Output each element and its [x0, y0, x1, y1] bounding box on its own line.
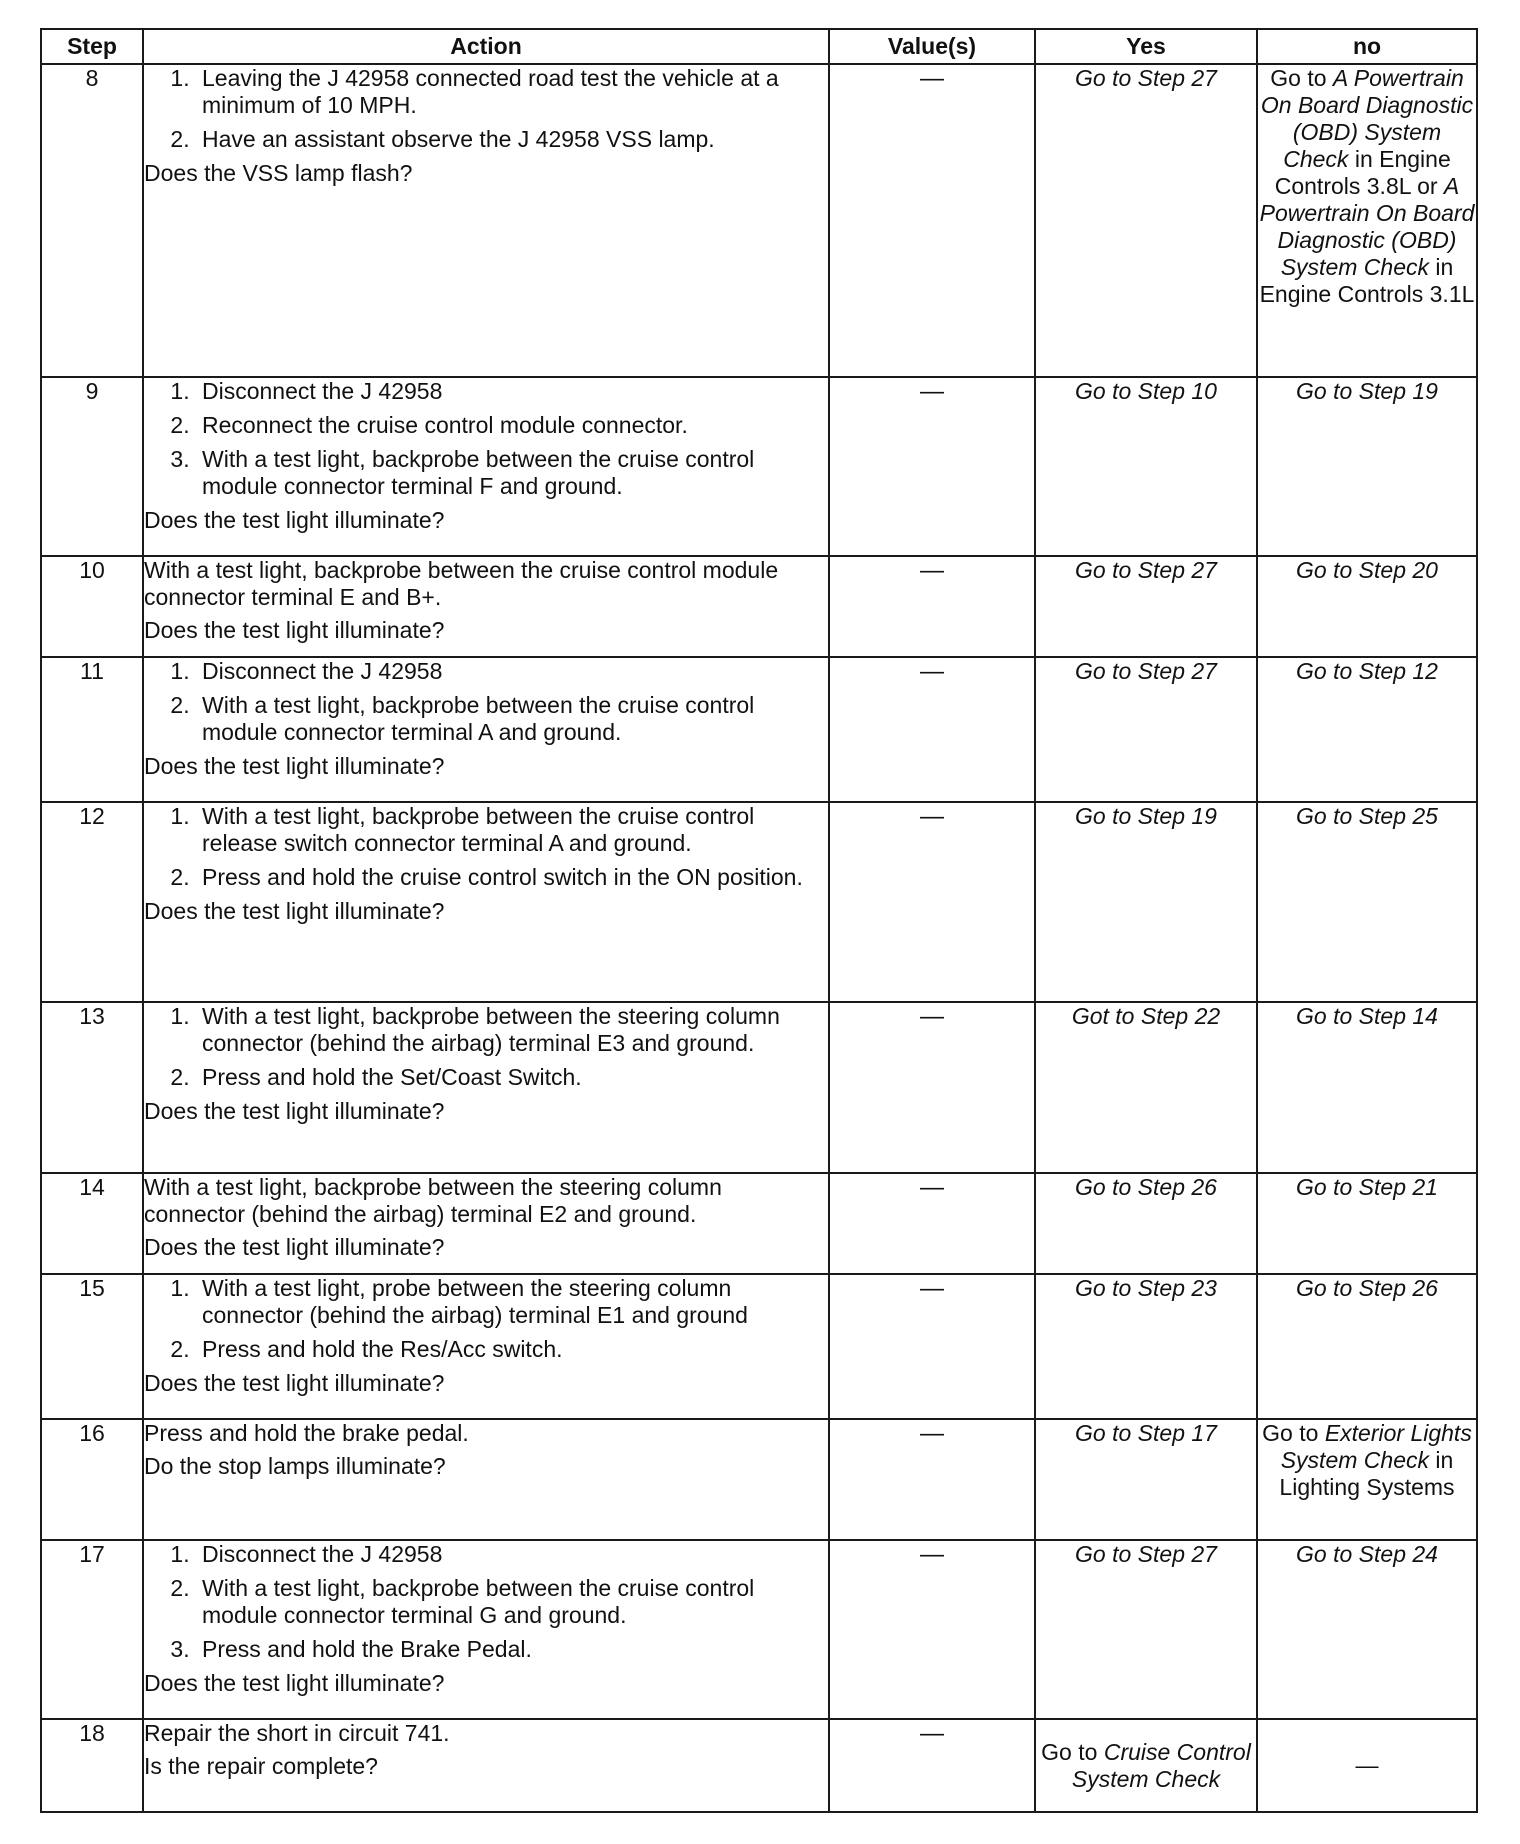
action-cell	[143, 1274, 829, 1419]
no-link[interactable]: Go to Step 12	[1296, 658, 1438, 684]
action-text: Repair the short in circuit 741.	[144, 1720, 450, 1746]
action-question: Does the test light illuminate?	[144, 1670, 445, 1696]
diagnostic-table	[40, 28, 1478, 1813]
table-row	[41, 64, 1477, 377]
yes-text: Go to	[1041, 1738, 1104, 1765]
value-cell: —	[829, 64, 1035, 377]
yes-cell	[1035, 1002, 1257, 1173]
value-cell: —	[829, 1719, 1035, 1812]
no-text: Go to	[1262, 1420, 1325, 1446]
action-cell	[143, 1173, 829, 1274]
no-text: Go to	[1270, 65, 1333, 91]
header-row	[41, 29, 1477, 64]
table-row	[41, 802, 1477, 1002]
yes-cell	[1035, 64, 1257, 377]
action-step: 2. With a test light, backprobe between the cruise control module connector terminal G and ground.	[196, 1575, 828, 1629]
yes-link[interactable]: Go to Step 27	[1075, 557, 1217, 583]
no-link[interactable]: Go to Step 19	[1296, 378, 1438, 404]
action-question: Does the test light illuminate?	[144, 507, 445, 533]
step-number: 15	[41, 1274, 143, 1419]
action-question: Does the test light illuminate?	[144, 753, 445, 779]
yes-link[interactable]: Go to Step 26	[1075, 1174, 1217, 1200]
header-action: Action	[143, 29, 829, 64]
action-steps-list	[144, 1541, 828, 1663]
action-steps-list	[144, 1003, 828, 1091]
table-row	[41, 1540, 1477, 1719]
action-steps-list	[144, 803, 828, 891]
step-number: 14	[41, 1173, 143, 1274]
header-values: Value(s)	[829, 29, 1035, 64]
no-cell	[1257, 1002, 1477, 1173]
action-cell	[143, 1419, 829, 1540]
yes-cell	[1035, 802, 1257, 1002]
yes-link[interactable]: Go to Step 27	[1075, 658, 1217, 684]
yes-cell	[1035, 1419, 1257, 1540]
step-number: 11	[41, 657, 143, 802]
yes-link-text[interactable]: Cruise Control System Check	[1071, 1738, 1251, 1792]
no-link[interactable]: Go to Step 26	[1296, 1275, 1438, 1301]
action-steps-list	[144, 1275, 828, 1363]
no-text: in Engine Controls 3.8L or	[1274, 146, 1451, 199]
step-number: 13	[41, 1002, 143, 1173]
no-cell	[1257, 1173, 1477, 1274]
no-link[interactable]: Go to Step 25	[1296, 803, 1438, 829]
value-cell: —	[829, 1002, 1035, 1173]
action-step: 1. With a test light, probe between the steering column connector (behind the airbag) terminal E1 and ground	[196, 1275, 828, 1329]
value-cell: —	[829, 1173, 1035, 1274]
action-question: Does the test light illuminate?	[144, 1370, 445, 1396]
step-number: 9	[41, 377, 143, 556]
action-steps-list	[144, 378, 828, 500]
action-step: 2. With a test light, backprobe between the cruise control module connector terminal A and ground.	[196, 692, 828, 746]
value-cell: —	[829, 657, 1035, 802]
action-step: 2. Press and hold the Res/Acc switch.	[196, 1336, 828, 1363]
action-cell	[143, 64, 829, 377]
no-cell	[1257, 64, 1477, 377]
no-link[interactable]: Go to Step 14	[1296, 1003, 1438, 1029]
yes-cell	[1035, 1719, 1257, 1812]
action-text: With a test light, backprobe between the cruise control module connector terminal E and B+.	[144, 557, 779, 610]
step-number: 10	[41, 556, 143, 657]
yes-link[interactable]: Go to Step 17	[1075, 1420, 1217, 1446]
yes-link[interactable]: Go to Step 23	[1075, 1275, 1217, 1301]
yes-cell	[1035, 657, 1257, 802]
header-no: no	[1257, 29, 1477, 64]
action-text: Press and hold the brake pedal.	[144, 1420, 469, 1446]
action-cell	[143, 802, 829, 1002]
value-cell: —	[829, 1274, 1035, 1419]
action-text: With a test light, backprobe between the steering column connector (behind the airbag) terminal E2 and ground.	[144, 1174, 722, 1227]
action-step: 1. Leaving the J 42958 connected road test the vehicle at a minimum of 10 MPH.	[196, 65, 828, 119]
action-question: Does the test light illuminate?	[144, 1098, 445, 1124]
no-cell	[1257, 1419, 1477, 1540]
header-step: Step	[41, 29, 143, 64]
action-step: 3. Press and hold the Brake Pedal.	[196, 1636, 828, 1663]
value-cell: —	[829, 1540, 1035, 1719]
header-yes: Yes	[1035, 29, 1257, 64]
no-cell	[1257, 1274, 1477, 1419]
no-link-text[interactable]: A Powertrain On Board Diagnostic (OBD) System Check	[1260, 65, 1474, 172]
yes-link[interactable]: Go to Step 10	[1075, 378, 1217, 404]
step-number: 17	[41, 1540, 143, 1719]
yes-cell	[1035, 1173, 1257, 1274]
action-cell	[143, 1719, 829, 1812]
action-cell	[143, 657, 829, 802]
action-step: 2. Have an assistant observe the J 42958 VSS lamp.	[196, 126, 828, 153]
value-cell: —	[829, 1419, 1035, 1540]
action-step: 3. With a test light, backprobe between the cruise control module connector terminal F and ground.	[196, 446, 828, 500]
action-step: 1. Disconnect the J 42958	[196, 378, 828, 405]
value-cell: —	[829, 377, 1035, 556]
action-steps-list	[144, 658, 828, 746]
yes-cell	[1035, 1274, 1257, 1419]
table-row	[41, 556, 1477, 657]
step-number: 16	[41, 1419, 143, 1540]
no-link-text[interactable]: Exterior Lights System Check	[1280, 1420, 1472, 1473]
value-cell: —	[829, 802, 1035, 1002]
action-question: Does the test light illuminate?	[144, 898, 445, 924]
table-row	[41, 657, 1477, 802]
table-row	[41, 1274, 1477, 1419]
action-text: Do the stop lamps illuminate?	[144, 1453, 446, 1479]
step-number: 18	[41, 1719, 143, 1812]
action-question: Does the VSS lamp flash?	[144, 160, 413, 186]
action-question: Does the test light illuminate?	[144, 1234, 445, 1260]
no-text: in Engine Controls 3.1L	[1259, 254, 1475, 307]
action-step: 1. With a test light, backprobe between the cruise control release switch connector terminal A and ground.	[196, 803, 828, 857]
action-step: 1. Disconnect the J 42958	[196, 658, 828, 685]
yes-cell	[1035, 1540, 1257, 1719]
no-cell	[1257, 556, 1477, 657]
yes-cell	[1035, 556, 1257, 657]
yes-link[interactable]: Got to Step 22	[1071, 1003, 1221, 1029]
action-steps-list	[144, 65, 828, 153]
no-value: —	[1355, 1752, 1379, 1778]
action-cell	[143, 1540, 829, 1719]
no-link[interactable]: Go to Step 24	[1296, 1541, 1438, 1567]
step-number: 8	[41, 64, 143, 377]
yes-link[interactable]: Go to Step 27	[1075, 65, 1217, 91]
no-cell	[1257, 1719, 1477, 1812]
action-step: 2. Reconnect the cruise control module connector.	[196, 412, 828, 439]
yes-link[interactable]: Go to Step 27	[1075, 1541, 1217, 1567]
yes-cell	[1035, 377, 1257, 556]
no-link-text[interactable]: A Powertrain On Board Diagnostic (OBD) System Check	[1259, 173, 1475, 280]
action-step: 1. With a test light, backprobe between the steering column connector (behind the airbag) terminal E3 and ground.	[196, 1003, 828, 1057]
action-question: Does the test light illuminate?	[144, 617, 445, 643]
action-cell	[143, 1002, 829, 1173]
no-cell	[1257, 802, 1477, 1002]
yes-link[interactable]: Go to Step 19	[1075, 803, 1217, 829]
table-row	[41, 1002, 1477, 1173]
action-cell	[143, 377, 829, 556]
action-step: 2. Press and hold the cruise control switch in the ON position.	[196, 864, 828, 891]
action-step: 2. Press and hold the Set/Coast Switch.	[196, 1064, 828, 1091]
table-row	[41, 1719, 1477, 1812]
step-number: 12	[41, 802, 143, 1002]
no-cell	[1257, 377, 1477, 556]
table-body	[41, 64, 1477, 1812]
action-text: Is the repair complete?	[144, 1753, 378, 1779]
value-cell: —	[829, 556, 1035, 657]
table-row	[41, 377, 1477, 556]
table-row	[41, 1419, 1477, 1540]
no-cell	[1257, 1540, 1477, 1719]
action-cell	[143, 556, 829, 657]
no-link[interactable]: Go to Step 20	[1296, 557, 1438, 583]
action-step: 1. Disconnect the J 42958	[196, 1541, 828, 1568]
table-row	[41, 1173, 1477, 1274]
no-cell	[1257, 657, 1477, 802]
no-text: in Lighting Systems	[1279, 1447, 1455, 1500]
no-link[interactable]: Go to Step 21	[1296, 1174, 1438, 1200]
